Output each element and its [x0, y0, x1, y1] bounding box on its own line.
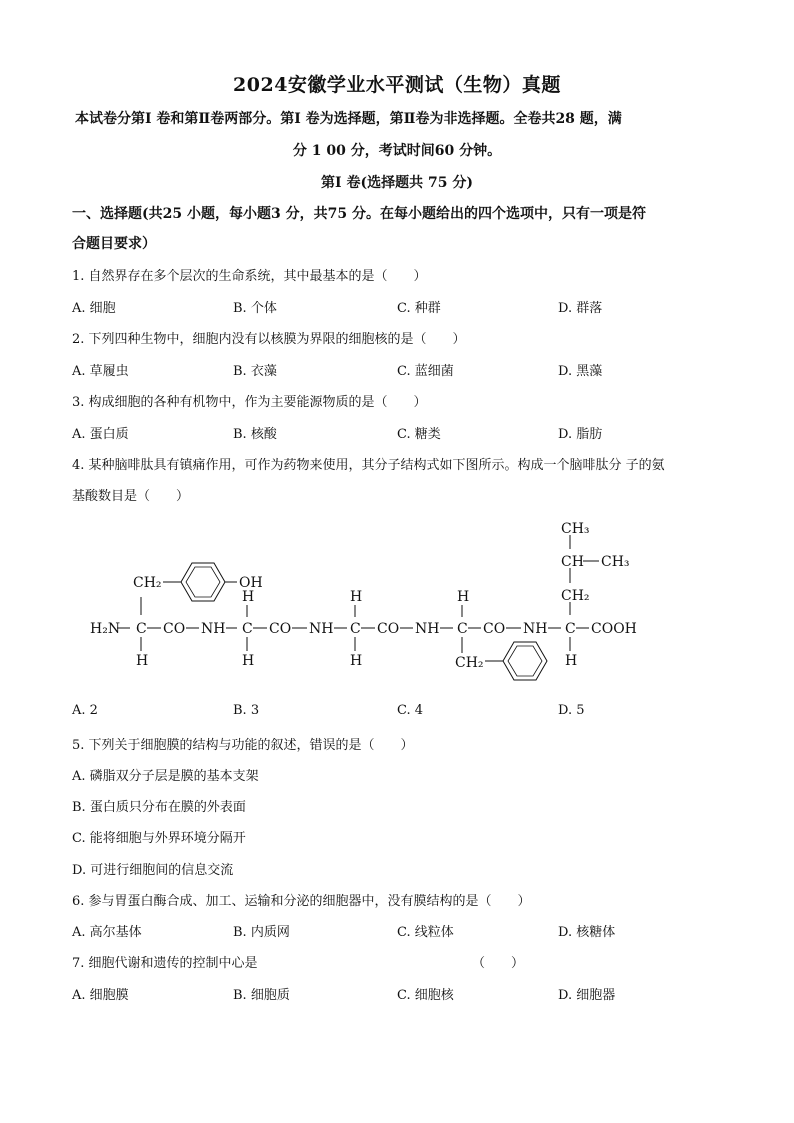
section-instructions-line-1: 一、选择题(共25 小题，每小题3 分，共75 分。在每小题给出的四个选项中，只有一项是符	[72, 206, 646, 222]
co-group-2: CO	[269, 621, 292, 637]
question-7-answer-blank: （ ）	[472, 956, 525, 971]
question-6-option-c[interactable]: C. 线粒体	[397, 925, 454, 940]
residue-5-ch: CH	[561, 554, 584, 570]
residue-2-h-top: H	[242, 589, 255, 605]
question-4-stem: 4. 某种脑啡肽具有镇痛作用，可作为药物来使用，其分子结构式如下图所示。构成一个脑啡肽分 子的氨	[72, 458, 665, 473]
h2n-group: H₂N	[90, 621, 121, 637]
question-1-stem: 1. 自然界存在多个层次的生命系统，其中最基本的是（ ）	[72, 269, 427, 284]
question-7-option-b[interactable]: B. 细胞质	[233, 988, 290, 1003]
question-4-option-d[interactable]: D. 5	[558, 703, 585, 718]
nh-group-4: NH	[523, 621, 548, 637]
question-3-option-a[interactable]: A. 蛋白质	[72, 427, 129, 442]
page-title: 2024安徽学业水平测试（生物）真题	[233, 74, 561, 96]
question-5-stem: 5. 下列关于细胞膜的结构与功能的叙述，错误的是（ ）	[72, 738, 414, 753]
question-7-option-c[interactable]: C. 细胞核	[397, 988, 454, 1003]
question-4-option-c[interactable]: C. 4	[397, 703, 424, 718]
co-group-1: CO	[163, 621, 186, 637]
question-6-stem: 6. 参与胃蛋白酶合成、加工、运输和分泌的细胞器中，没有膜结构的是（ ）	[72, 894, 531, 909]
question-1-option-c[interactable]: C. 种群	[397, 301, 441, 316]
enkephalin-structure-diagram	[85, 515, 645, 690]
question-4-option-b[interactable]: B. 3	[233, 703, 260, 718]
question-7-option-a[interactable]: A. 细胞膜	[72, 988, 129, 1003]
alpha-carbon-3: C	[350, 621, 361, 637]
residue-1-h: H	[136, 653, 149, 669]
residue-4-ch2: CH₂	[455, 655, 484, 671]
question-3-option-c[interactable]: C. 糖类	[397, 427, 441, 442]
question-1-option-b[interactable]: B. 个体	[233, 301, 277, 316]
question-1-option-d[interactable]: D. 群落	[558, 301, 603, 316]
question-4-option-a[interactable]: A. 2	[72, 703, 98, 718]
intro-line-1: 本试卷分第Ⅰ 卷和第Ⅱ卷两部分。第Ⅰ 卷为选择题，第Ⅱ卷为非选择题。全卷共28 题，满	[75, 111, 622, 127]
co-group-4: CO	[483, 621, 506, 637]
question-4-stem-continued: 基酸数目是（ ）	[72, 489, 190, 504]
alpha-carbon-5: C	[565, 621, 576, 637]
question-7-option-d[interactable]: D. 细胞器	[558, 988, 616, 1003]
question-6-option-d[interactable]: D. 核糖体	[558, 925, 616, 940]
question-5-option-c[interactable]: C. 能将细胞与外界环境分隔开	[72, 831, 246, 846]
residue-3-h-top: H	[350, 589, 363, 605]
residue-5-ch2: CH₂	[561, 588, 590, 604]
residue-1-ch2: CH₂	[133, 575, 162, 591]
nh-group-3: NH	[415, 621, 440, 637]
residue-2-h-bottom: H	[242, 653, 255, 669]
question-7-stem: 7. 细胞代谢和遗传的控制中心是	[72, 956, 258, 971]
co-group-3: CO	[377, 621, 400, 637]
residue-5-ch3-top: CH₃	[561, 521, 590, 537]
alpha-carbon-2: C	[242, 621, 253, 637]
question-2-option-d[interactable]: D. 黑藻	[558, 364, 603, 379]
cooh-group: COOH	[591, 621, 637, 637]
question-2-option-b[interactable]: B. 衣藻	[233, 364, 277, 379]
nh-group-1: NH	[201, 621, 226, 637]
question-2-option-a[interactable]: A. 草履虫	[72, 364, 129, 379]
question-3-stem: 3. 构成细胞的各种有机物中，作为主要能源物质的是（ ）	[72, 395, 427, 410]
section-instructions-line-2: 合题目要求）	[72, 236, 156, 252]
alpha-carbon-4: C	[457, 621, 468, 637]
question-2-option-c[interactable]: C. 蓝细菌	[397, 364, 454, 379]
question-3-option-b[interactable]: B. 核酸	[233, 427, 277, 442]
alpha-carbon-1: C	[136, 621, 147, 637]
question-6-option-b[interactable]: B. 内质网	[233, 925, 290, 940]
question-2-stem: 2. 下列四种生物中，细胞内没有以核膜为界限的细胞核的是（ ）	[72, 332, 466, 347]
part1-heading: 第Ⅰ 卷(选择题共 75 分)	[321, 175, 473, 191]
question-1-option-a[interactable]: A. 细胞	[72, 301, 116, 316]
question-6-option-a[interactable]: A. 高尔基体	[72, 925, 142, 940]
question-5-option-b[interactable]: B. 蛋白质只分布在膜的外表面	[72, 800, 246, 815]
residue-1-oh: OH	[239, 575, 263, 591]
intro-line-2: 分 1 00 分，考试时间60 分钟。	[292, 143, 502, 159]
residue-4-h-top: H	[457, 589, 470, 605]
residue-5-ch3-right: CH₃	[601, 554, 630, 570]
question-3-option-d[interactable]: D. 脂肪	[558, 427, 603, 442]
residue-3-h-bottom: H	[350, 653, 363, 669]
residue-5-h: H	[565, 653, 578, 669]
question-5-option-a[interactable]: A. 磷脂双分子层是膜的基本支架	[72, 769, 259, 784]
question-5-option-d[interactable]: D. 可进行细胞间的信息交流	[72, 863, 234, 878]
nh-group-2: NH	[309, 621, 334, 637]
